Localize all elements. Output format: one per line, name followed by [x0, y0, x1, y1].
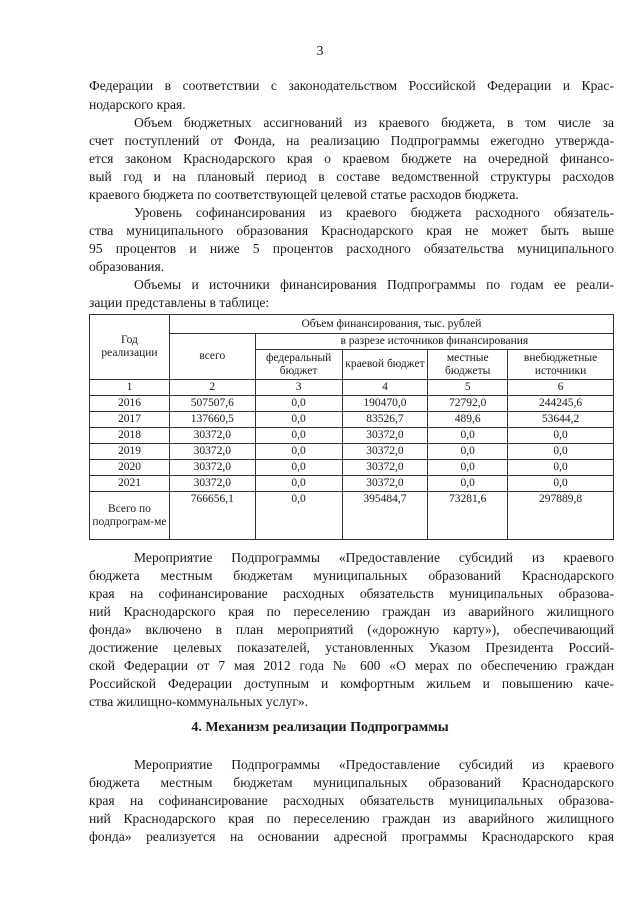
local-cell: 0,0 [428, 460, 508, 476]
table-row [90, 460, 614, 476]
extrabudgetary-cell: 0,0 [508, 428, 614, 444]
federal-cell: 0,0 [255, 460, 342, 476]
year-cell: 2021 [90, 476, 170, 492]
table-row [90, 428, 614, 444]
regional-cell: 30372,0 [342, 428, 428, 444]
text-line: края на софинансирование расходных обязательств муниципальных образова- [89, 586, 614, 601]
financing-table [89, 314, 614, 540]
column-number: 6 [508, 380, 614, 396]
text-line: бюджета местным бюджетам муниципальных образований Краснодарского [89, 568, 614, 583]
table-row [90, 396, 614, 412]
text-line: ний Краснодарского края по переселению граждан из аварийного жилищного [89, 604, 614, 619]
extrabudgetary-header: внебюджетные источники [508, 350, 614, 380]
column-number: 5 [428, 380, 508, 396]
text-line: нодарского края. [89, 97, 186, 112]
text-line: 95 процентов и ниже 5 процентов расходного обязательства муниципального [89, 241, 614, 256]
text-line: счет поступлений от Фонда, на реализацию Подпрограммы ежегодно утвержда- [89, 133, 614, 148]
regional-cell: 83526,7 [342, 412, 428, 428]
federal-cell: 0,0 [255, 412, 342, 428]
total-cell: 30372,0 [169, 476, 255, 492]
local-cell: 0,0 [428, 476, 508, 492]
total-cell: 30372,0 [169, 444, 255, 460]
local-budget-header: местные бюджеты [428, 350, 508, 380]
total-cell: 30372,0 [169, 428, 255, 444]
year-cell: 2019 [90, 444, 170, 460]
total-cell: 30372,0 [169, 460, 255, 476]
federal-cell: 0,0 [255, 396, 342, 412]
sources-header: в разрезе источников финансирования [255, 334, 613, 350]
text-line: фонда» включено в план мероприятий («дорожную карту»), обеспечивающий [89, 622, 614, 637]
text-line: ства жилищно-коммунальных услуг». [89, 694, 309, 709]
extrabudgetary-cell: 244245,6 [508, 396, 614, 412]
text-line: зации представлены в таблице: [89, 295, 270, 310]
total-cell: 507507,6 [169, 396, 255, 412]
federal-cell: 0,0 [255, 428, 342, 444]
extrabudgetary-cell: 0,0 [508, 444, 614, 460]
volume-header: Объем финансирования, тыс. рублей [169, 315, 613, 334]
text-line: Федерации в соответствии с законодательством Российской Федерации и Крас- [89, 78, 614, 93]
federal-cell: 0,0 [255, 476, 342, 492]
text-line: края на софинансирование расходных обязательств муниципальных образова- [89, 793, 614, 808]
local-cell: 0,0 [428, 428, 508, 444]
regional-cell: 30372,0 [342, 476, 428, 492]
year-header: Год реализации [90, 315, 170, 380]
text-line: Объемы и источники финансирования Подпрограммы по годам ее реали- [134, 277, 614, 292]
regional-cell: 190470,0 [342, 396, 428, 412]
total-label-cell: Всего по подпрограм-ме [90, 492, 170, 540]
local-cell: 0,0 [428, 444, 508, 460]
text-line: ний Краснодарского края по переселению граждан из аварийного жилищного [89, 811, 614, 826]
text-line: ется законом Краснодарского края о краевом бюджете на очередной финансо- [89, 151, 614, 166]
extrabudgetary-cell: 0,0 [508, 460, 614, 476]
local-cell: 72792,0 [428, 396, 508, 412]
extrabudgetary-cell: 53644,2 [508, 412, 614, 428]
page-number: 3 [316, 44, 324, 59]
column-number: 3 [255, 380, 342, 396]
total-cell: 766656,1 [169, 492, 255, 540]
regional-cell: 30372,0 [342, 444, 428, 460]
federal-cell: 0,0 [255, 444, 342, 460]
total-cell: 137660,5 [169, 412, 255, 428]
column-number: 1 [90, 380, 170, 396]
text-line: образования. [89, 259, 165, 274]
text-line: Мероприятие Подпрограммы «Предоставление субсидий из краевого [134, 550, 614, 565]
text-line: Мероприятие Подпрограммы «Предоставление субсидий из краевого [134, 757, 614, 772]
text-line: Объем бюджетных ассигнований из краевого бюджета, в том числе за [134, 115, 614, 130]
year-cell: 2020 [90, 460, 170, 476]
text-line: краевого бюджета по соответствующей целевой статье расходов бюджета. [89, 187, 519, 202]
regional-budget-header: краевой бюджет [342, 350, 428, 380]
local-cell: 73281,6 [428, 492, 508, 540]
text-line: фонда» реализуется на основании адресной программы Краснодарского края [89, 829, 614, 844]
text-line: Российской Федерации доступным и комфортным жильем и повышению каче- [89, 676, 614, 691]
year-cell: 2016 [90, 396, 170, 412]
year-cell: 2018 [90, 428, 170, 444]
text-line: Уровень софинансирования из краевого бюджета расходного обязатель- [134, 205, 614, 220]
column-number: 2 [169, 380, 255, 396]
federal-budget-header: федеральный бюджет [255, 350, 342, 380]
local-cell: 489,6 [428, 412, 508, 428]
text-line: ства муниципального образования Краснодарского края не может быть выше [89, 223, 614, 238]
regional-cell: 30372,0 [342, 460, 428, 476]
federal-cell: 0,0 [255, 492, 342, 540]
text-line: вый год и на плановый период в составе ведомственной структуры расходов [89, 169, 614, 184]
section-heading: 4. Механизм реализации Подпрограммы [191, 720, 449, 735]
total-header: всего [169, 334, 255, 380]
year-cell: 2017 [90, 412, 170, 428]
text-line: бюджета местным бюджетам муниципальных образований Краснодарского [89, 775, 614, 790]
table-row [90, 412, 614, 428]
text-line: достижение целевых показателей, установленных Указом Президента Россий- [89, 640, 614, 655]
extrabudgetary-cell: 297889,8 [508, 492, 614, 540]
column-number: 4 [342, 380, 428, 396]
table-total-row [90, 492, 614, 540]
regional-cell: 395484,7 [342, 492, 428, 540]
text-line: ской Федерации от 7 мая 2012 года № 600 «О мерах по обеспечению граждан [89, 658, 614, 673]
table-row [90, 476, 614, 492]
table-row [90, 444, 614, 460]
extrabudgetary-cell: 0,0 [508, 476, 614, 492]
